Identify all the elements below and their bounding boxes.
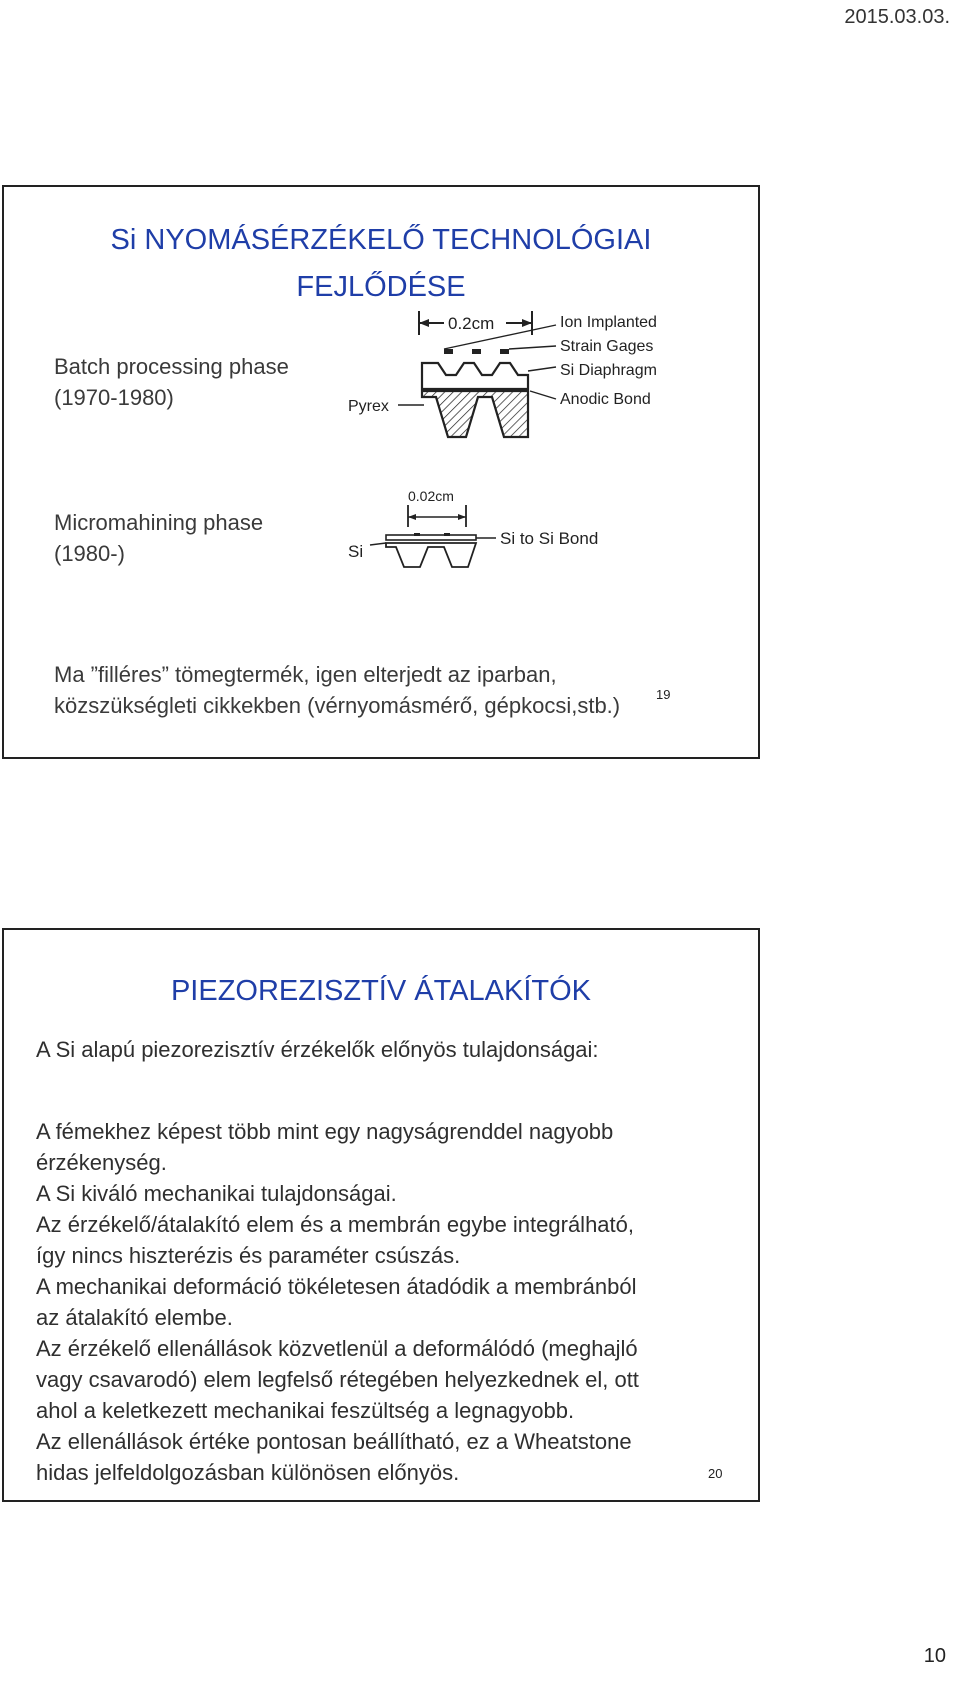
label-si-diaphragm: Si Diaphragm bbox=[560, 362, 657, 379]
intro-text: A Si alapú piezorezisztív érzékelők előnyös tulajdonságai: bbox=[36, 1037, 599, 1062]
micromachining-phase-label: Micromahining phase bbox=[54, 510, 264, 535]
micromachining-phase-years: (1980-) bbox=[54, 541, 125, 566]
list-line: Az ellenállások értéke pontosan beállítható, ez a Wheatstone bbox=[36, 1429, 632, 1454]
label-si-to-si-bond: Si to Si Bond bbox=[500, 529, 599, 548]
slide-number: 20 bbox=[708, 1466, 723, 1481]
label-ion-implanted: Ion Implanted bbox=[560, 314, 657, 331]
market-note-line2: közszükségleti cikkekben (vérnyomásmérő, gépkocsi,stb.) bbox=[54, 693, 621, 718]
batch-sensor-diagram bbox=[344, 297, 704, 457]
label-anodic-bond: Anodic Bond bbox=[560, 391, 651, 408]
micromachined-sensor-diagram bbox=[344, 483, 664, 593]
slide-20 bbox=[2, 928, 760, 1502]
list-line: vagy csavarodó) elem legfelső rétegében helyezkednek el, ott bbox=[36, 1367, 639, 1392]
label-strain-gages: Strain Gages bbox=[560, 338, 654, 355]
dimension-label: 0.2cm bbox=[448, 314, 495, 333]
header-date: 2015.03.03. bbox=[844, 6, 950, 28]
slide-number: 19 bbox=[656, 687, 671, 702]
slide-title-line2: FEJLŐDÉSE bbox=[296, 271, 466, 303]
batch-phase-years: (1970-1980) bbox=[54, 385, 174, 410]
batch-phase bbox=[54, 351, 289, 413]
label-pyrex: Pyrex bbox=[348, 398, 389, 415]
batch-phase-label: Batch processing phase bbox=[54, 354, 289, 379]
list-line: Az érzékelő/átalakító elem és a membrán egybe integrálható, bbox=[36, 1212, 634, 1237]
page-number: 10 bbox=[923, 1645, 946, 1667]
market-note bbox=[54, 659, 620, 721]
slide-title: PIEZOREZISZTÍV ÁTALAKÍTÓK bbox=[170, 975, 592, 1007]
slide-title-line1: Si NYOMÁSÉRZÉKELŐ TECHNOLÓGIAI bbox=[110, 224, 652, 256]
list-line: az átalakító elembe. bbox=[36, 1305, 233, 1330]
list-line: A Si kiváló mechanikai tulajdonságai. bbox=[36, 1181, 397, 1206]
list-line: ahol a keletkezett mechanikai feszültség a legnagyobb. bbox=[36, 1398, 575, 1423]
list-line: A fémekhez képest több mint egy nagyságrenddel nagyobb bbox=[36, 1119, 614, 1144]
list-line: Az érzékelő ellenállások közvetlenül a deformálódó (meghajló bbox=[36, 1336, 638, 1361]
label-si: Si bbox=[348, 542, 364, 561]
dimension-label-small: 0.02cm bbox=[408, 488, 454, 504]
market-note-line1: Ma ”filléres” tömegtermék, igen elterjedt az iparban, bbox=[54, 662, 557, 687]
list-line: A mechanikai deformáció tökéletesen átadódik a membránból bbox=[36, 1274, 637, 1299]
list-line: érzékenység. bbox=[36, 1150, 167, 1175]
properties-list bbox=[36, 1116, 746, 1488]
list-line: így nincs hiszterézis és paraméter csúszás. bbox=[36, 1243, 461, 1268]
slide-19 bbox=[2, 185, 760, 759]
list-line: hidas jelfeldolgozásban különösen előnyös. bbox=[36, 1460, 460, 1485]
micromachining-phase bbox=[54, 507, 263, 569]
